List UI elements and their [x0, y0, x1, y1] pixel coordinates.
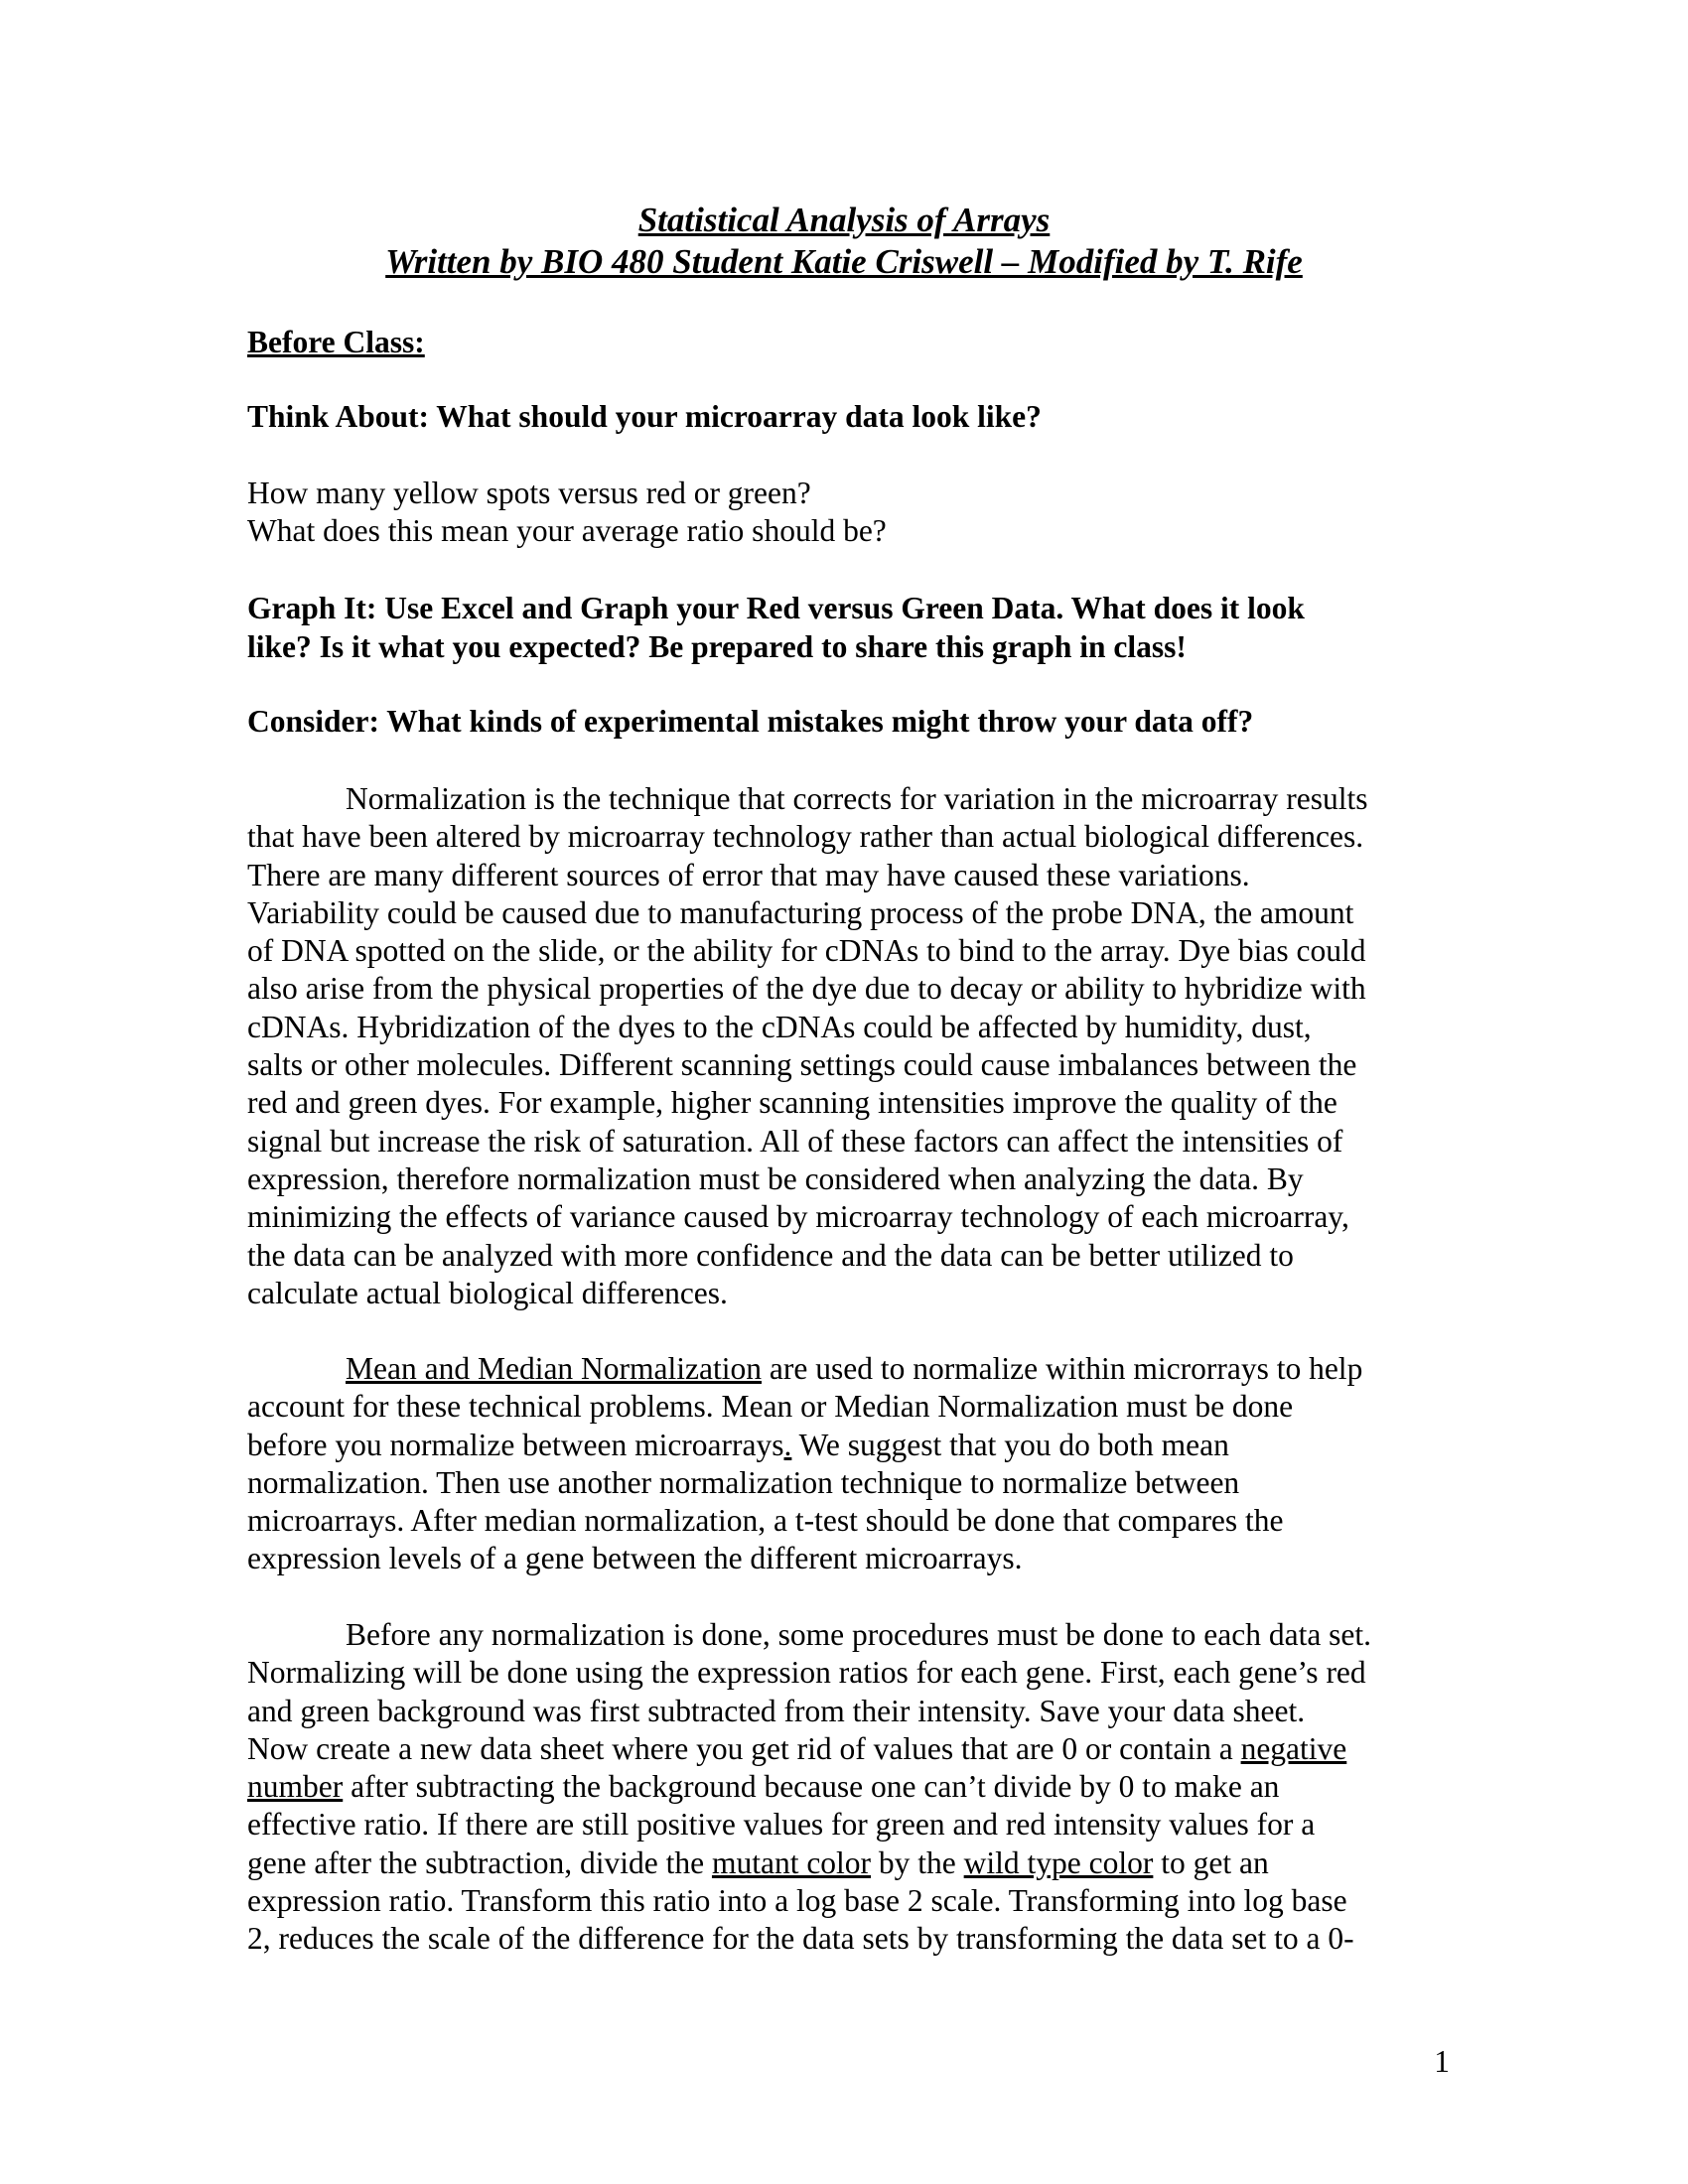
paragraph-text: are used to normalize within microrrays to help [762, 1351, 1363, 1386]
paragraph-line: Variability could be caused due to manufacturing process of the probe DNA, the amount [247, 894, 1354, 930]
paragraph-line: Normalizing will be done using the expression ratios for each gene. First, each gene’s red [247, 1655, 1366, 1691]
underlined-period: . [783, 1427, 792, 1462]
paragraph-line: There are many different sources of error that may have caused these variations. [247, 857, 1250, 892]
paragraph-text: before you normalize between microarrays [247, 1427, 784, 1462]
paragraph-text: after subtracting the background because one can’t divide by 0 to make an [343, 1769, 1280, 1805]
paragraph-line: microarrays. After median normalization, a t-test should be done that compares the [247, 1503, 1284, 1539]
mutant-color-term: mutant color [711, 1844, 872, 1880]
paragraph-line: normalization. Then use another normalization technique to normalize between [247, 1464, 1240, 1500]
paragraph-line: signal but increase the risk of saturation. All of these factors can affect the intensities of [247, 1123, 1343, 1159]
mean-median-term: Mean and Median Normalization [346, 1351, 762, 1386]
think-about-heading: Think About: What should your microarray data look like? [247, 399, 1042, 434]
paragraph-line: that have been altered by microarray technology rather than actual biological differences. [247, 819, 1364, 855]
paragraph-line: calculate actual biological differences. [247, 1275, 728, 1310]
paragraph-line: Before any normalization is done, some procedures must be done to each data set. [346, 1617, 1372, 1652]
paragraph-text: We suggest that you do both mean [791, 1427, 1229, 1462]
paragraph-text: Now create a new data sheet where you get rid of values that are 0 or contain a [247, 1730, 1241, 1766]
paragraph-line: also arise from the physical properties of the dye due to decay or ability to hybridize with [247, 971, 1366, 1007]
paragraph-text: by the [871, 1844, 964, 1880]
number-term: number [247, 1769, 344, 1805]
paragraph-line: cDNAs. Hybridization of the dyes to the cDNAs could be affected by humidity, dust, [247, 1009, 1312, 1044]
questions-block [247, 475, 1439, 551]
negative-term: negative [1240, 1730, 1347, 1766]
paragraph-mean-median [247, 1350, 1439, 1578]
paragraph-line: the data can be analyzed with more confidence and the data can be better utilized to [247, 1237, 1294, 1273]
paragraph-line: of DNA spotted on the slide, or the ability for cDNAs to bind to the array. Dye bias could [247, 933, 1366, 969]
paragraph-procedures [247, 1616, 1439, 1959]
document-subtitle: Written by BIO 480 Student Katie Criswell – Modified by T. Rife [385, 242, 1303, 281]
paragraph-line: expression ratio. Transform this ratio into a log base 2 scale. Transforming into log base [247, 1883, 1347, 1919]
before-class-heading: Before Class: [247, 325, 425, 359]
graph-it-block [247, 590, 1439, 666]
paragraph-line: 2, reduces the scale of the difference for the data sets by transforming the data set to a 0- [247, 1921, 1354, 1957]
paragraph-line [247, 1350, 1439, 1388]
page-number: 1 [1434, 2044, 1450, 2079]
paragraph-text: gene after the subtraction, divide the [247, 1844, 712, 1880]
paragraph-normalization [247, 780, 1439, 1312]
paragraph-line: red and green dyes. For example, higher scanning intensities improve the quality of the [247, 1085, 1337, 1121]
paragraph-line: Normalization is the technique that corrects for variation in the microarray results [346, 781, 1368, 816]
paragraph-line: expression levels of a gene between the different microarrays. [247, 1541, 1023, 1576]
paragraph-line: salts or other molecules. Different scanning settings could cause imbalances between the [247, 1047, 1357, 1083]
question-line: What does this mean your average ratio should be? [247, 513, 887, 549]
paragraph-line [247, 1427, 1439, 1464]
paragraph-line: expression, therefore normalization must be considered when analyzing the data. By [247, 1160, 1304, 1196]
wild-type-color-term: wild type color [963, 1844, 1154, 1880]
paragraph-line: minimizing the effects of variance caused by microarray technology of each microarray, [247, 1199, 1349, 1235]
paragraph-line [247, 1730, 1439, 1768]
graph-it-line: like? Is it what you expected? Be prepared to share this graph in class! [247, 628, 1187, 664]
paragraph-line: account for these technical problems. Mean or Median Normalization must be done [247, 1389, 1294, 1425]
graph-it-line: Graph It: Use Excel and Graph your Red versus Green Data. What does it look [247, 591, 1305, 625]
paragraph-text: to get an [1153, 1844, 1269, 1880]
paragraph-line [247, 1768, 1439, 1806]
paragraph-line [247, 1844, 1439, 1882]
consider-heading: Consider: What kinds of experimental mistakes might throw your data off? [247, 704, 1254, 739]
paragraph-line: and green background was first subtracted from their intensity. Save your data sheet. [247, 1693, 1306, 1728]
document-title: Statistical Analysis of Arrays [637, 201, 1051, 239]
question-line: How many yellow spots versus red or green? [247, 476, 811, 510]
paragraph-line: effective ratio. If there are still positive values for green and red intensity values for a [247, 1807, 1316, 1843]
